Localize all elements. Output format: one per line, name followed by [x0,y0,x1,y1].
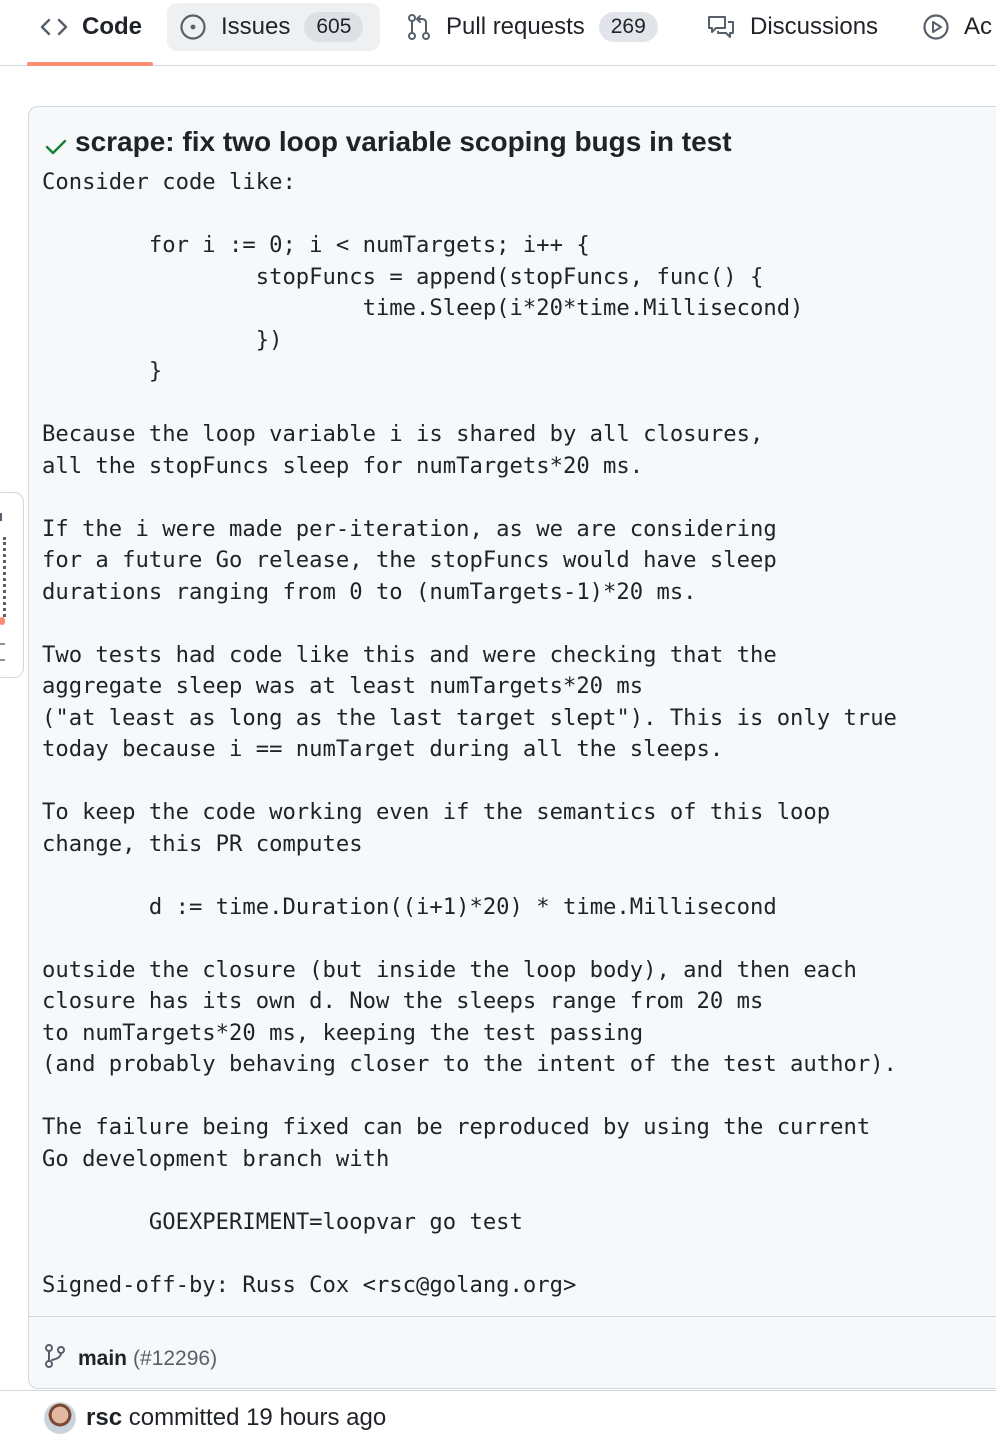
code-icon [40,17,68,37]
branch-row [44,1343,217,1375]
pull-requests-count-badge: 269 [599,12,658,42]
issue-opened-icon [179,13,207,41]
tab-issues-label: Issues [221,13,291,40]
commit-title: scrape: fix two loop variable scoping bugs in test [75,126,732,157]
git-branch-icon [44,1343,66,1375]
committer-line [86,1404,386,1432]
tab-actions[interactable] [922,3,992,51]
tab-actions-label: Ac [964,13,993,40]
author-link[interactable]: rsc [86,1404,123,1431]
tab-pull-requests[interactable] [406,3,658,51]
tab-issues[interactable] [167,3,380,51]
comment-discussion-icon [706,13,736,41]
repo-nav [0,0,996,66]
git-pull-request-icon [406,13,432,41]
tab-discussions-label: Discussions [750,13,879,40]
pull-request-link[interactable]: (#12296) [133,1347,218,1370]
side-panel-mark [0,513,2,521]
side-panel-grip-icon [0,643,5,661]
tab-pull-requests-label: Pull requests [446,13,585,40]
tab-discussions[interactable] [706,3,878,51]
tab-code-label: Code [82,13,142,40]
side-panel-handle[interactable] [0,492,24,678]
play-icon [922,13,950,41]
selected-tab-underline [27,62,153,66]
side-panel-indicator [0,617,5,625]
committed-time: committed 19 hours ago [128,1404,387,1431]
commit-message: Consider code like: for i := 0; i < numTargets; i++ { stopFuncs = append(stopFuncs, func() { time.Sleep(i*20*time.Millisecond) }) } Because the loop variable i is shared by all closures, all the stopFuncs sleep for numTargets*20 ms. If the i were made per-iteration, as we are considering for a future Go release, the stopFuncs would have sleep durations ranging from 0 to (numTargets-1)*20 ms. Two tests had code like this and were checking that the aggregate sleep was at least numTargets*20 ms ("at least as long as the last target slept"). This is only true today because i == numTarget during all the sleeps. To keep the code working even if the semantics of this loop change, this PR computes d := time.Duration((i+1)*20) * time.Millisecond outside the closure (but inside the loop body), and then each closure has its own d. Now the sleeps range from 20 ms to numTargets*20 ms, keeping the test passing (and probably behaving closer to the intent of the test author). The failure being fixed can be reproduced by using the current Go development branch with GOEXPERIMENT=loopvar go test Signed-off-by: Russ Cox <rsc@golang.org> [42,169,897,1298]
check-icon [44,137,68,162]
issues-count-badge: 605 [304,12,363,42]
side-panel-text [0,537,6,617]
branch-link[interactable]: main [78,1347,128,1370]
divider [29,1316,996,1317]
tab-code[interactable] [40,3,142,51]
avatar[interactable] [44,1402,76,1434]
